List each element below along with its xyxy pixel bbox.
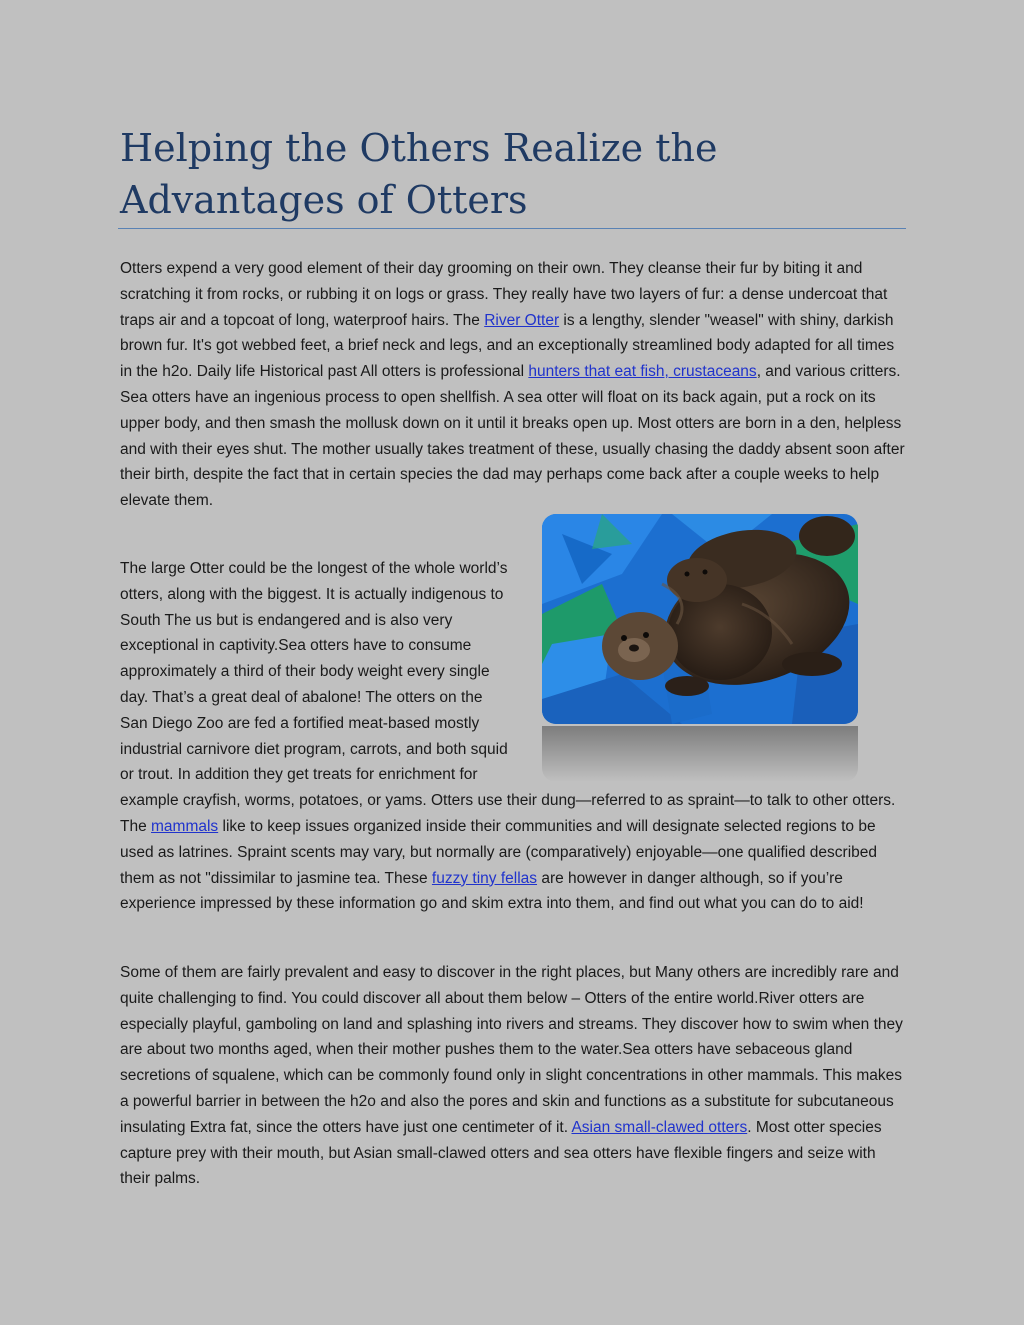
paragraph-2-text-b: like to keep issues organized inside their communities and will designate selected regions to be used as latrines. Spraint scents may vary, but normally are (comparatively) enjoyable—one qualified described them as not "dissimilar to jasmine tea. These xyxy=(120,817,877,887)
paragraph-1-text-b: is a lengthy, slender "weasel" with shiny, darkish brown fur. It's got webbed feet, a brief neck and legs, and an exceptionally streamlined body adapted for all times in the h2o. Daily life Historical past All otters is professional xyxy=(120,311,895,381)
paragraph-2-text-a: The large Otter could be the longest of the whole world’s otters, along with the biggest. It is actually indigenous to South The us but is endangered and is also very exceptional in captivity.Sea otters have to consume approximately a third of their body weight every single day. That’s a great deal of abalone! The otters on the San Diego Zoo are fed a fortified meat-based mostly industrial carnivore diet program, carrots, and both squid or trout. In addition they get treats for enrichment for example crayfish, worms, potatoes, or yams. Otters use their dung—referred to as spraint—to talk to other otters. The xyxy=(120,560,896,835)
paragraph-1-text-c: , and various critters. Sea otters have an ingenious process to open shellfish. A sea otter will float on its back again, put a rock on its upper body, and then smash the mollusk down on it until it breaks open up. Most otters are born in a den, helpless and with their eyes shut. The mother usually takes treatment of these, usually chasing the daddy absent soon after their birth, despite the fact that in certain species the dad may perhaps come back after a couple weeks to help elevate them. xyxy=(120,363,905,510)
otter-photo-figure xyxy=(542,514,858,782)
otter-photo-illustration xyxy=(542,514,858,724)
photo-reflection xyxy=(542,726,858,782)
paragraph-1-text-a: Otters expend a very good element of their day grooming on their own. They cleanse their fur by biting it and scratching it from rocks, or rubbing it on logs or grass. They really have two layers of fur: a dense undercoat that traps air and a topcoat of long, waterproof hairs. The xyxy=(120,260,888,329)
hunters-link[interactable]: hunters that eat fish, crustaceans xyxy=(528,363,757,381)
paragraph-1 xyxy=(120,256,910,514)
paragraph-3-text-a: Some of them are fairly prevalent and easy to discover in the right places, but Many others are incredibly rare and quite challenging to find. You could discover all about them below – Otters of the entire world.River otters are especially playful, gamboling on land and splashing into rivers and streams. They discover how to swim when they are about two months aged, when their mother pushes them to the water.Sea otters have sebaceous gland secretions of squalene, which can be commonly found only in slight concentrations in other mammals. This makes a powerful barrier in between the h2o and also the pores and skin and functions as a substitute for subcutaneous insulating Extra fat, since the otters have just one centimeter of it. xyxy=(120,964,903,1136)
asian-otters-link[interactable]: Asian small-clawed otters xyxy=(571,1118,748,1136)
fuzzy-fellas-link[interactable]: fuzzy tiny fellas xyxy=(431,869,538,887)
paragraph-3 xyxy=(120,960,910,1192)
paragraph-2-text-c: are however in danger although, so if you’re experience impressed by these information go and skim extra into them, and find out what you can do to aid! xyxy=(120,869,864,913)
river-otter-link[interactable]: River Otter xyxy=(484,311,560,329)
mammals-link[interactable]: mammals xyxy=(151,817,219,835)
title-divider xyxy=(118,228,906,229)
paragraph-3-text-b: . Most otter species capture prey with their mouth, but Asian small-clawed otters and sea otters have flexible fingers and seize with their palms. xyxy=(120,1118,882,1188)
page-title: Helping the Others Realize the Advantages of Otters xyxy=(120,126,718,222)
otter-photo xyxy=(542,514,858,724)
